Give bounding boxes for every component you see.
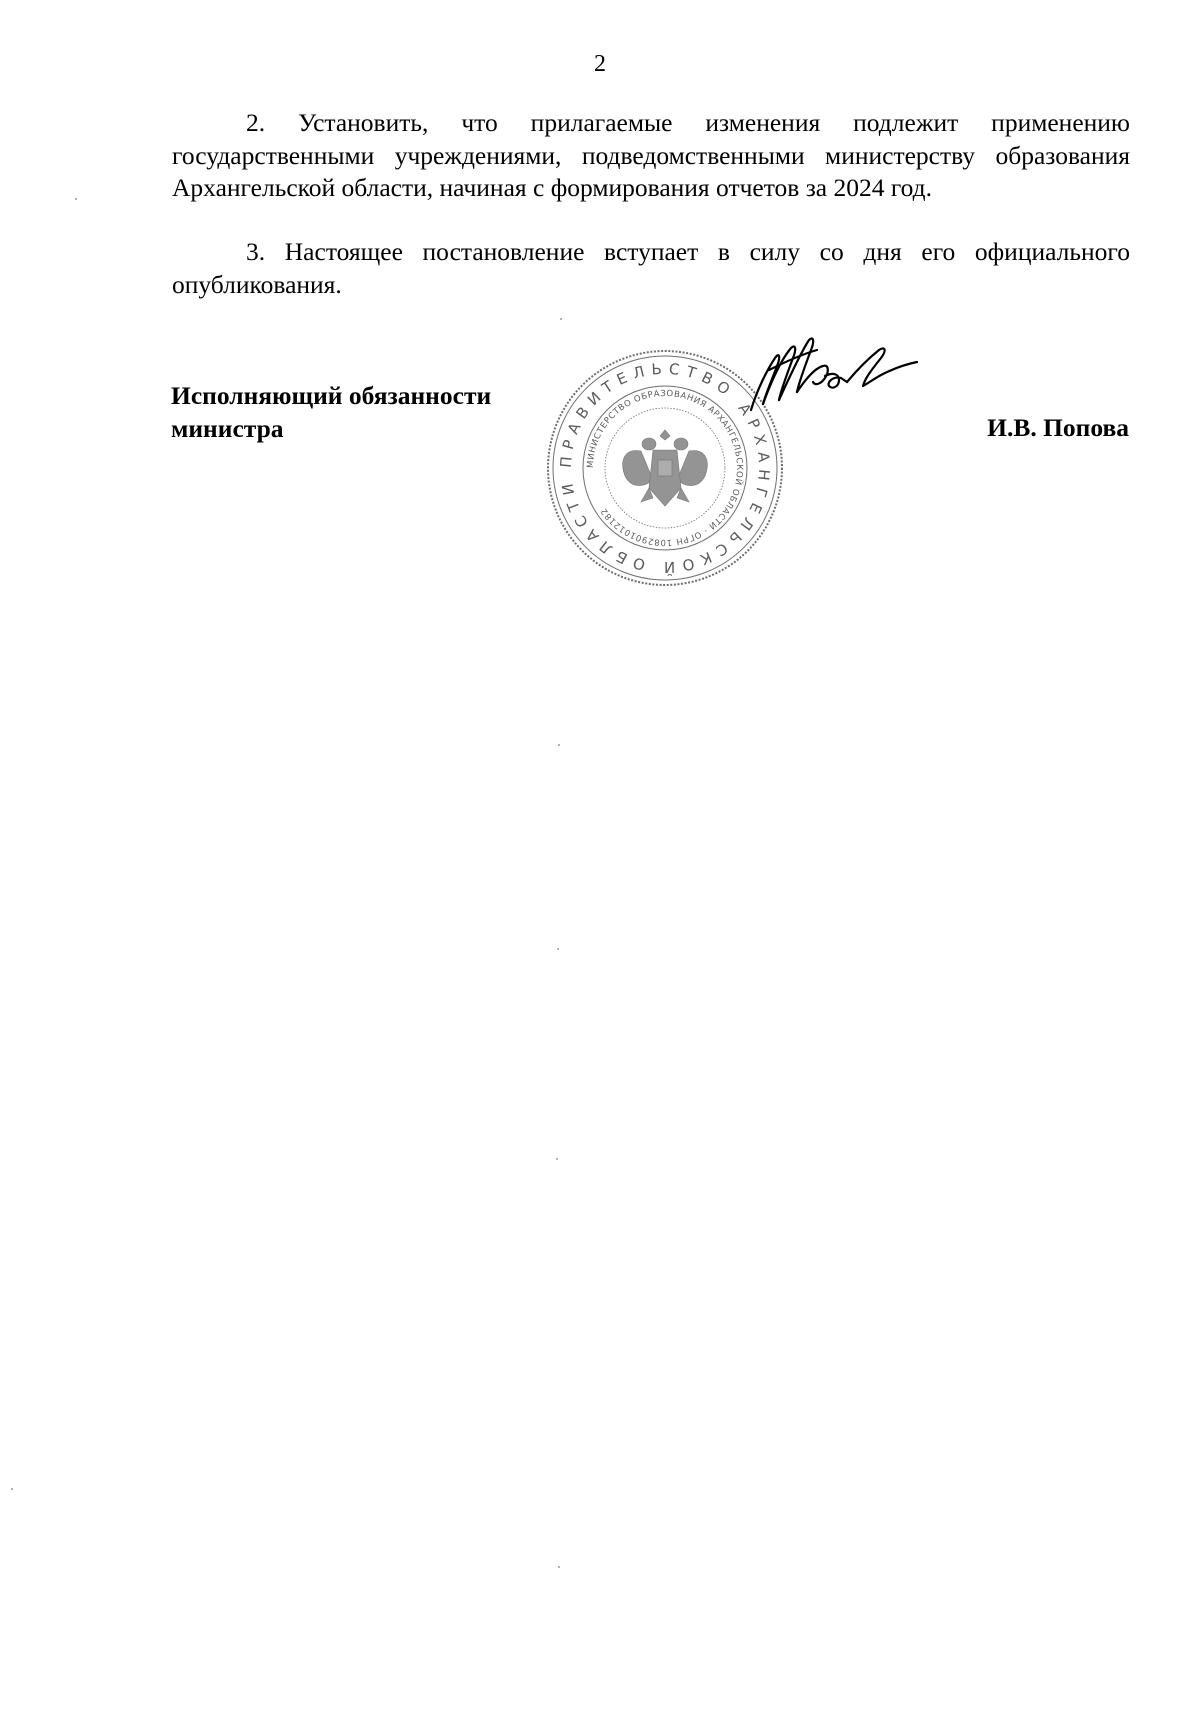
scan-speck: [557, 948, 559, 950]
scan-speck: [560, 318, 562, 320]
scan-speck: [558, 744, 560, 746]
coat-of-arms-icon: [623, 430, 708, 506]
paragraph-2: 2. Установить, что прилагаемые изменения подлежит применению государственными учреждениями, подведомственными министерству образования Архангельской области, начиная с формирования отчетов за 2024 год.: [172, 108, 1130, 202]
handwritten-signature: [745, 330, 920, 425]
seal-inner-text: МИНИСТЕРСТВО ОБРАЗОВАНИЯ АРХАНГЕЛЬСКОЙ ОБЛАСТИ · ОГРН 1082901012182: [585, 388, 745, 548]
paragraph-3: 3. Настоящее постановление вступает в силу со дня его официального опубликования.: [172, 237, 1130, 299]
signatory-position-line1: Исполняющий обязанности: [171, 381, 492, 410]
scan-speck: [558, 1566, 560, 1568]
seal-outer-text: ПРАВИТЕЛЬСТВО АРХАНГЕЛЬСКОЙ ОБЛАСТИ: [556, 359, 774, 577]
signatory-position: [171, 380, 491, 445]
signatory-name: И.В. Попова: [987, 413, 1129, 442]
signatory-position-line2: министра: [171, 413, 284, 443]
scan-speck: [11, 1488, 13, 1490]
scan-speck: [75, 198, 77, 200]
scan-speck: [556, 1158, 558, 1160]
page-number: 2: [594, 51, 606, 77]
